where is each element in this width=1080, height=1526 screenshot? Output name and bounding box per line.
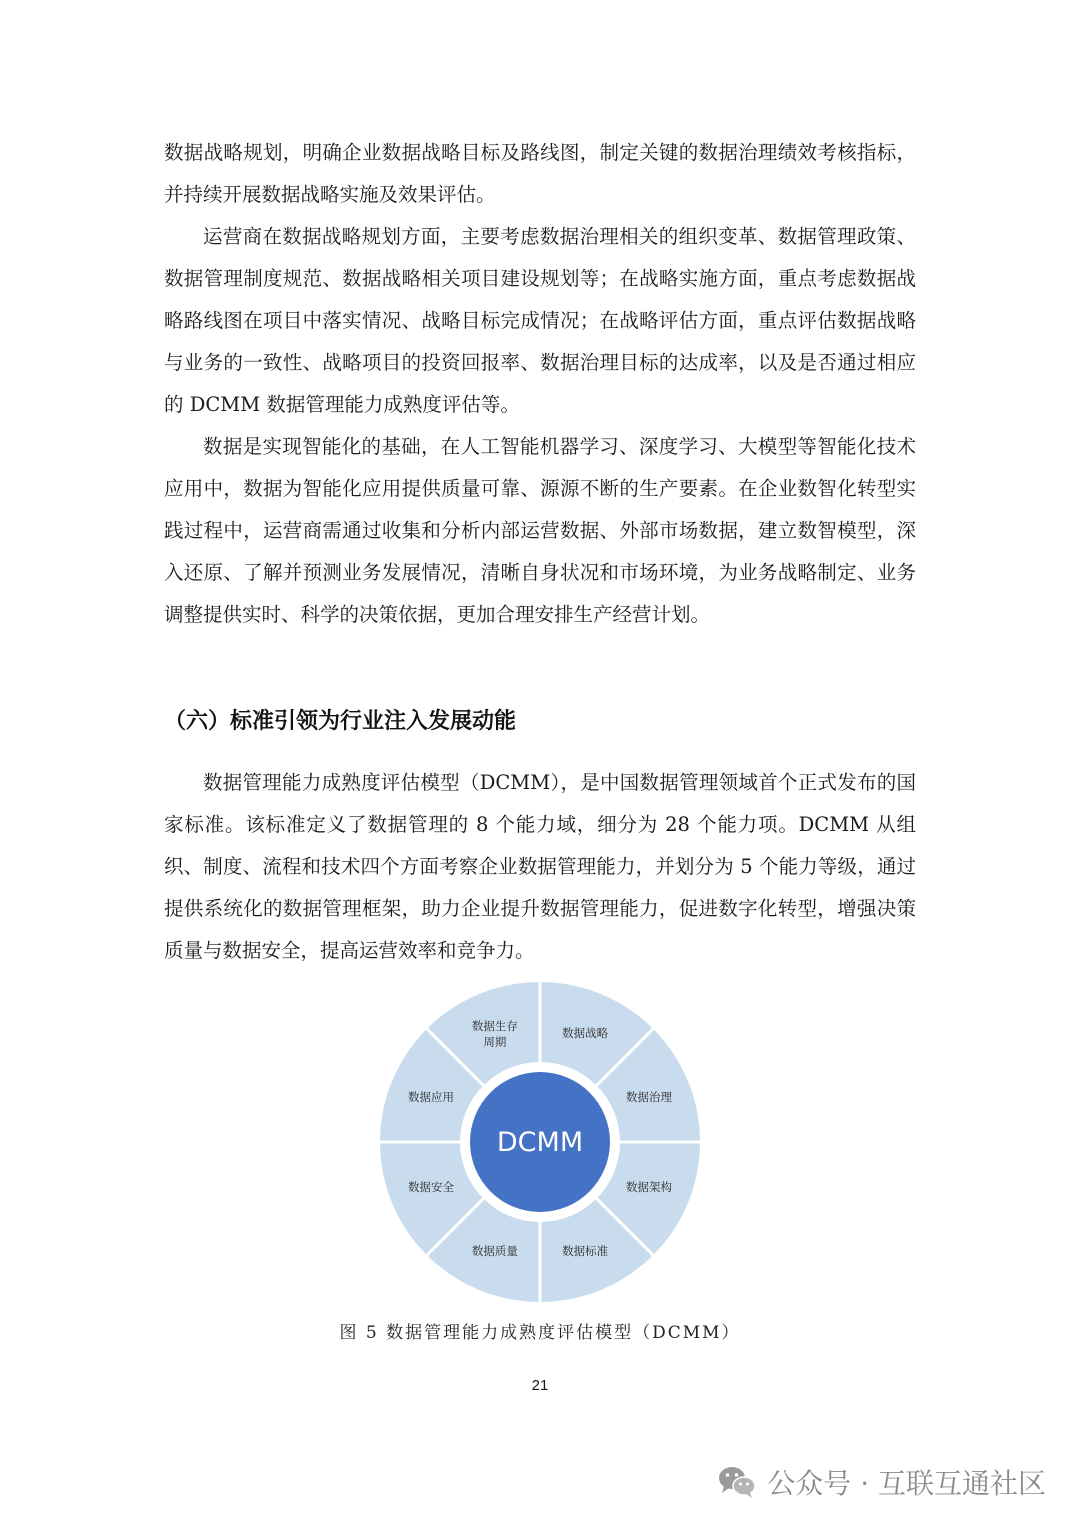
dcmm-segment-label: 数据生存: [471, 1018, 518, 1033]
dcmm-segment-label: 数据标准: [562, 1244, 609, 1259]
dcmm-diagram: [380, 982, 700, 1302]
figure-caption: 图 5 数据管理能力成熟度评估模型（DCMM）: [339, 1323, 741, 1343]
watermark: [717, 1456, 1046, 1508]
dcmm-segment-label-line2: 周期: [483, 1034, 507, 1049]
dcmm-center-label: DCMM: [496, 1127, 584, 1158]
dcmm-segment-label: 数据战略: [562, 1025, 609, 1040]
dcmm-segment-label: 数据安全: [407, 1180, 454, 1195]
section-heading: （六）标准引领为行业注入发展动能: [164, 709, 517, 734]
dcmm-ring-svg: [380, 982, 700, 1302]
watermark-text: 公众号 · 互联互通社区: [767, 1467, 1046, 1500]
paragraph-data-intelligence: 数据是实现智能化的基础，在人工智能机器学习、深度学习、大模型等智能化技术应用中，数据为智能化应用提供质量可靠、源源不断的生产要素。在企业数智化转型实践过程中，运营商需通过收集和分析内部运营数据、外部市场数据，建立数智模型，深入还原、了解并预测业务发展情况，清晰自身状况和市场环境，为业务战略制定、业务调整提供实时、科学的决策依据，更加合理安排生产经营计划。: [164, 435, 916, 626]
paragraph-operator-strategy: 运营商在数据战略规划方面，主要考虑数据治理相关的组织变革、数据管理政策、数据管理制度规范、数据战略相关项目建设规划等；在战略实施方面，重点考虑数据战略路线图在项目中落实情况、战略目标完成情况；在战略评估方面，重点评估数据战略与业务的一致性、战略项目的投资回报率、数据治理目标的达成率，以及是否通过相应的 DCMM 数据管理能力成熟度评估等。: [164, 225, 916, 416]
dcmm-segment-label: 数据治理: [626, 1089, 673, 1104]
dcmm-segment-label: 数据架构: [626, 1180, 673, 1195]
paragraph-strategy-planning: 数据战略规划，明确企业数据战略目标及路线图，制定关键的数据治理绩效考核指标，并持续开展数据战略实施及效果评估。: [164, 141, 916, 206]
dcmm-segment-label: 数据质量: [471, 1244, 518, 1259]
dcmm-segment-label: 数据应用: [407, 1089, 454, 1104]
paragraph-dcmm-intro: 数据管理能力成熟度评估模型（DCMM），是中国数据管理领域首个正式发布的国家标准。该标准定义了数据管理的 8 个能力域，细分为 28 个能力项。DCMM 从组织、制度、流程和技术四个方面考察企业数据管理能力，并划分为 5 个能力等级，通过提供系统化的数据管理框架，助力企业提升数据管理能力，促进数字化转型，增强决策质量与数据安全，提高运营效率和竞争力。: [164, 771, 916, 962]
wechat-icon: [717, 1464, 757, 1500]
page-number: 21: [531, 1377, 549, 1394]
